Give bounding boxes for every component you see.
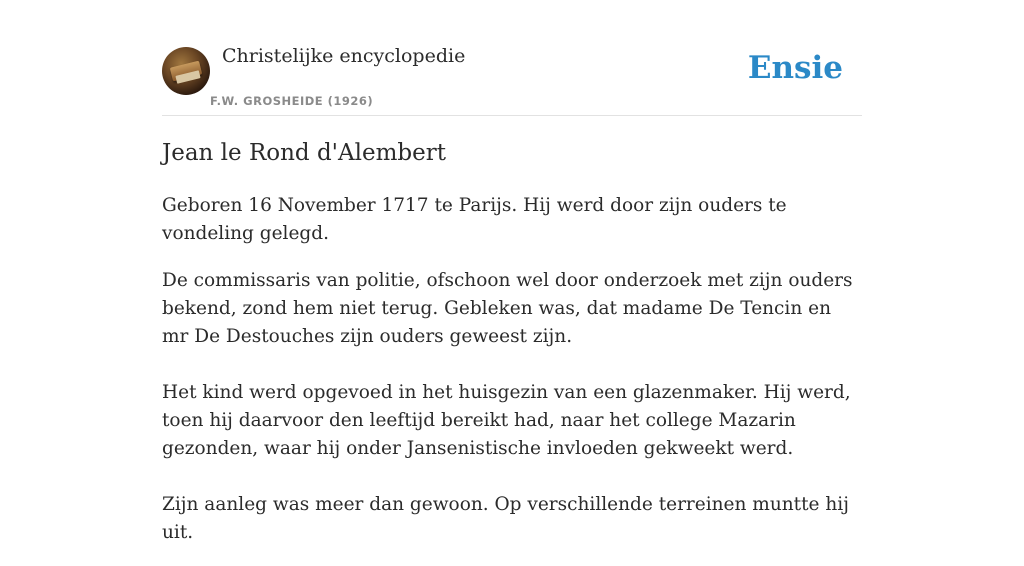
article-paragraph: Geboren 16 November 1717 te Parijs. Hij werd door zijn ouders te vondeling gelegd. (162, 195, 787, 244)
book-avatar-icon[interactable] (162, 47, 210, 95)
article-paragraph: Zijn aanleg was meer dan gewoon. Op verschillende terreinen muntte hij uit. (162, 494, 849, 543)
article-body (162, 192, 862, 566)
author-label[interactable]: F.W. GROSHEIDE (1926) (210, 94, 374, 108)
article-paragraph: Het kind werd opgevoed in het huisgezin van een glazenmaker. Hij werd, toen hij daarvoor den leeftijd bereikt had, naar het college Mazarin gezonden, waar hij onder Jansenistische invloeden gekweekt werd. (162, 382, 851, 459)
article-title: Jean le Rond d'Alembert (162, 140, 446, 166)
site-title[interactable]: Christelijke encyclopedie (222, 45, 466, 67)
header (162, 0, 862, 116)
ensie-logo[interactable]: Ensie (747, 50, 843, 86)
page-container (162, 0, 862, 543)
article-paragraph: De commissaris van politie, ofschoon wel door onderzoek met zijn ouders bekend, zond hem niet terug. Gebleken was, dat madame De Tencin en mr De Destouches zijn ouders geweest zijn. (162, 270, 853, 347)
